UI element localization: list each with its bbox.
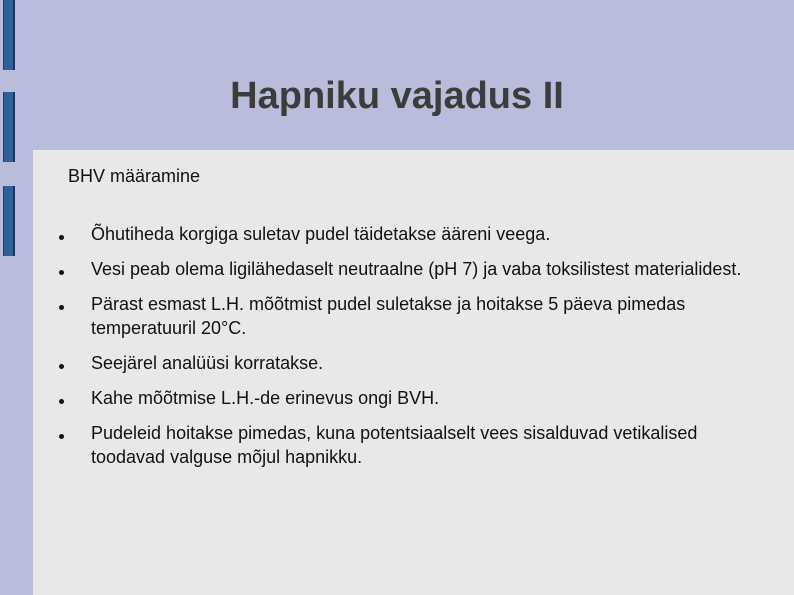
bullet-text: Seejärel analüüsi korratakse. (91, 353, 324, 373)
bullet-dot-icon (59, 399, 64, 404)
bullet-item (53, 257, 753, 281)
bullet-dot-icon (59, 235, 64, 240)
accent-bar (3, 186, 15, 256)
bullet-text: Vesi peab olema ligilähedaselt neutraalne (pH 7) ja vaba toksilistest materialidest. (91, 259, 742, 279)
bullet-item (53, 351, 753, 375)
bullet-text: Pärast esmast L.H. mõõtmist pudel suletakse ja hoitakse 5 päeva pimedas temperatuuril 20°C. (91, 294, 686, 338)
accent-bar (3, 0, 15, 70)
bullet-text: Kahe mõõtmise L.H.-de erinevus ongi BVH. (91, 388, 440, 408)
bullet-item (53, 292, 753, 340)
slide-subtitle: BHV määramine (68, 166, 201, 186)
bullet-item (53, 421, 753, 469)
bullet-text: Pudeleid hoitakse pimedas, kuna potentsiaalselt vees sisalduvad vetikalised toodavad valguse mõjul hapnikku. (91, 423, 698, 467)
bullet-dot-icon (59, 270, 64, 275)
content-panel (33, 150, 794, 595)
bullet-dot-icon (59, 434, 64, 439)
bullet-item (53, 222, 753, 246)
bullet-list (53, 222, 753, 469)
bullet-dot-icon (59, 364, 64, 369)
slide-title: Hapniku vajadus II (230, 75, 564, 117)
bullet-dot-icon (59, 305, 64, 310)
bullet-item (53, 386, 753, 410)
bullet-text: Õhutiheda korgiga suletav pudel täidetakse ääreni veega. (91, 224, 551, 244)
